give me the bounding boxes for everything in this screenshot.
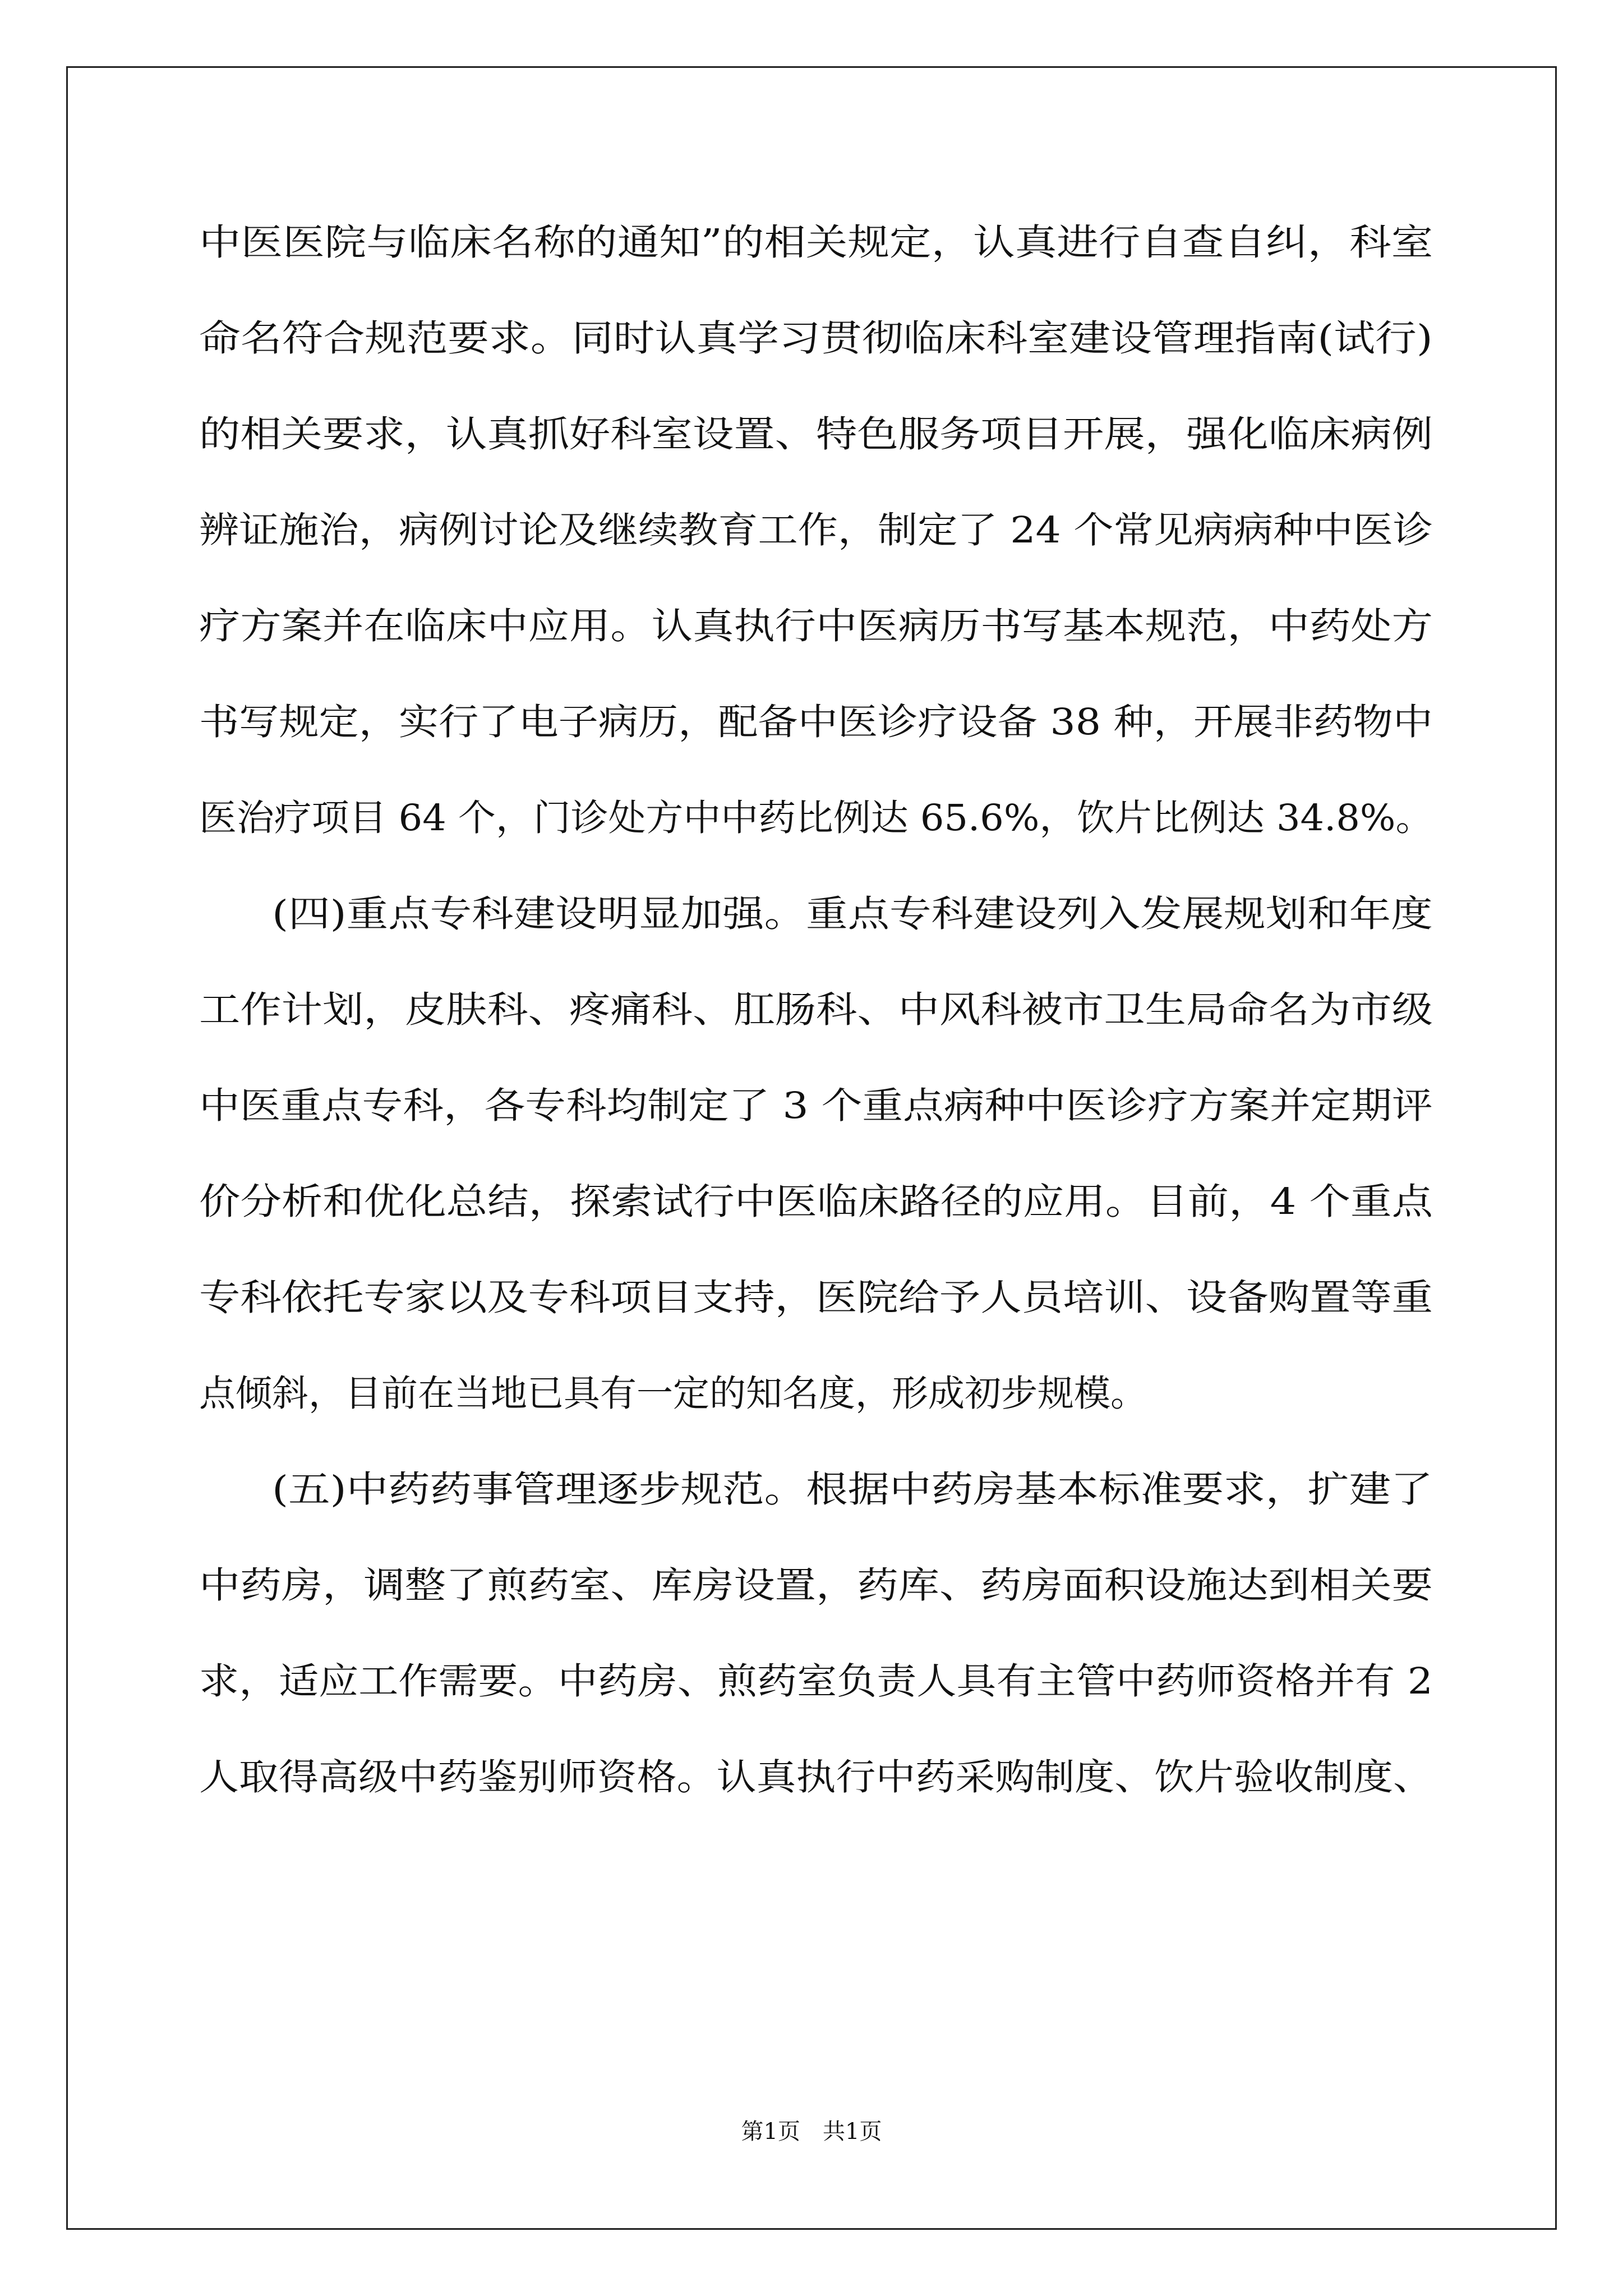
text-line-5: 疗方案并在临床中应用。认真执行中医病历书写基本规范，中药处方 [199, 605, 1433, 647]
text-line-13: 点倾斜，目前在当地已具有一定的知名度，形成初步规模。 [199, 1373, 1147, 1415]
text-line-4: 辨证施治，病例讨论及继续教育工作，制定了 24 个常见病病种中医诊 [199, 509, 1433, 551]
text-line-7: 医治疗项目 64 个，门诊处方中中药比例达 65.6%，饮片比例达 34.8%。 [199, 797, 1433, 839]
text-line-16: 求，适应工作需要。中药房、煎药室负责人具有主管中药师资格并有 2 [199, 1660, 1433, 1703]
text-line-10: 中医重点专科，各专科均制定了 3 个重点病种中医诊疗方案并定期评 [199, 1085, 1433, 1127]
page-footer: 第1页 共1页 [741, 2119, 882, 2145]
text-line-15: 中药房，调整了煎药室、库房设置，药库、药房面积设施达到相关要 [199, 1565, 1433, 1607]
page-border [66, 66, 1557, 2230]
text-line-11: 价分析和优化总结，探索试行中医临床路径的应用。目前，4 个重点 [199, 1181, 1433, 1223]
text-line-3: 的相关要求，认真抓好科室设置、特色服务项目开展，强化临床病例 [199, 413, 1433, 455]
paragraph-heading-4: (四)重点专科建设明显加强。重点专科建设列入发展规划和年度 [272, 893, 1433, 935]
text-line-6: 书写规定，实行了电子病历，配备中医诊疗设备 38 种，开展非药物中 [199, 701, 1433, 743]
text-line-2: 命名符合规范要求。同时认真学习贯彻临床科室建设管理指南(试行) [199, 318, 1433, 360]
text-line-12: 专科依托专家以及专科项目支持，医院给予人员培训、设备购置等重 [199, 1277, 1433, 1319]
text-line-9: 工作计划，皮肤科、疼痛科、肛肠科、中风科被市卫生局命名为市级 [199, 989, 1433, 1031]
text-line-1: 中医医院与临床名称的通知”的相关规定，认真进行自查自纠，科室 [199, 222, 1433, 264]
paragraph-heading-5: (五)中药药事管理逐步规范。根据中药房基本标准要求，扩建了 [272, 1469, 1433, 1511]
text-line-17: 人取得高级中药鉴别师资格。认真执行中药采购制度、饮片验收制度、 [199, 1756, 1433, 1798]
